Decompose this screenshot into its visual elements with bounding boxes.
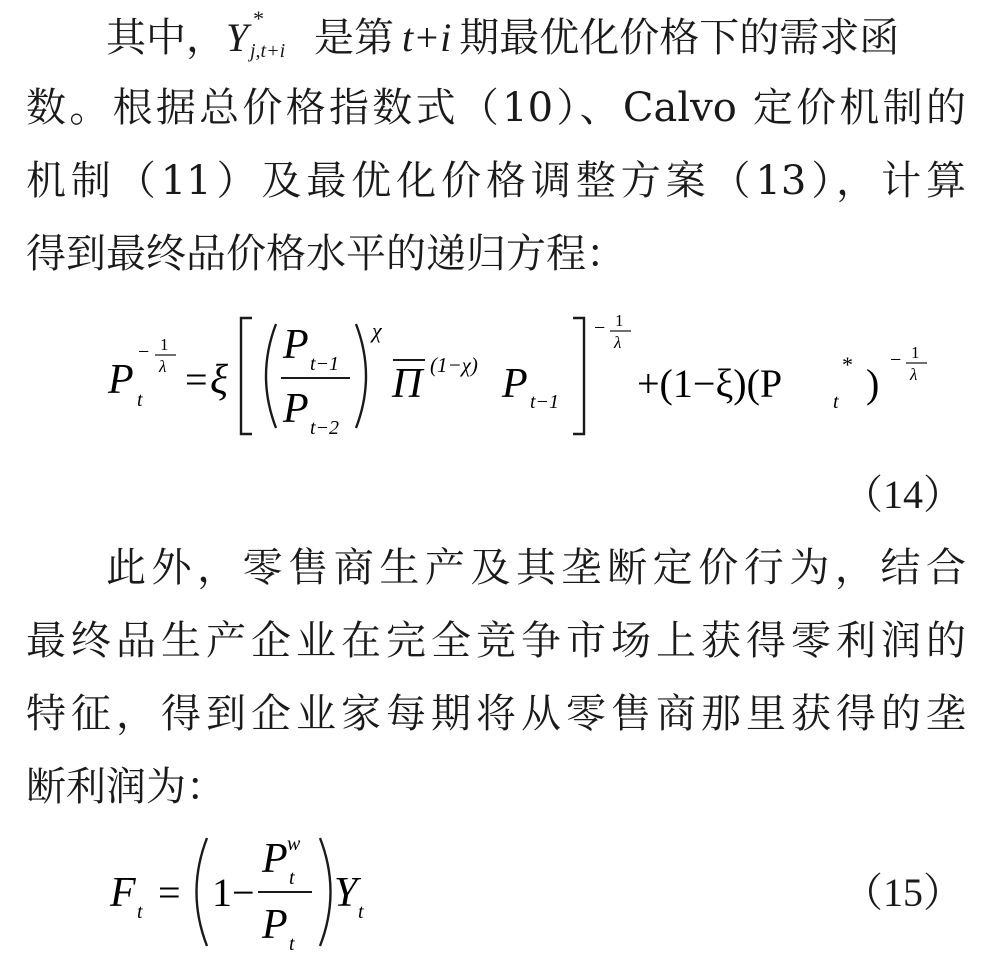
math-t-plus-i: t+i [402,15,452,60]
eq14-tail-exp-sign: − [890,349,902,371]
eq14-right-paren [356,324,366,428]
paragraph2-line4: 断利润为： [26,764,226,810]
paragraph1-line2: 数。根据总价格指数式（10）、Calvo 定价机制的 [26,85,966,131]
eq14-bracket-exp-num: 1 [615,311,624,330]
eq14-lhs: P [108,357,134,403]
eq14-lhs-sub: t [137,389,143,411]
equation-14 [0,300,995,450]
eq14-left-bracket [241,318,252,434]
eq14-frac-num: P [283,322,309,368]
eq14-tail-exp-den: λ [910,365,918,384]
eq15-frac-num-sub: t [289,867,295,889]
eq14-bracket-exp-sign: − [594,317,606,339]
math-Y-sub: j,t+i [250,40,286,62]
eq15-frac-den-sub: t [289,933,295,955]
eq14-bracket-exp-den: λ [614,333,622,352]
eq15-lhs: F [110,870,136,916]
eq14-pi-exp: (1−χ) [430,353,478,377]
equation-14-number: （14） [843,472,963,517]
text-mid: 是第 [314,15,394,61]
eq15-one-minus: 1− [212,870,255,915]
eq14-lhs-exp-den: λ [159,357,167,376]
eq15-left-paren [197,838,208,946]
eq14-plus-term: +(1−ξ)(P [637,361,783,406]
eq14-frac-num-sub: t−1 [310,353,340,375]
eq14-xi: ξ [210,357,228,403]
text-prefix: 其中， [106,15,226,61]
eq14-pi: Π [392,361,423,407]
eq15-rhs-sub: t [358,901,364,923]
paragraph1-line4: 得到最终品价格水平的递归方程： [26,231,626,277]
math-Y: Y [226,15,249,60]
equation-15-number: （15） [843,870,963,915]
eq14-p-last: P [502,361,528,407]
paragraph1-line3: 机制（11）及最优化价格调整方案（13），计算 [26,158,966,204]
eq15-frac-num: P [262,836,288,882]
eq15-frac-num-sup: w [287,833,301,855]
paragraph2-line2: 最终品生产企业在完全竞争市场上获得零利润的 [26,618,966,664]
eq14-p-last-sub: t−1 [530,391,560,413]
eq14-tail-exp-num: 1 [911,343,920,362]
eq15-frac-den: P [262,902,288,948]
eq15-rhs: Y [334,870,358,916]
eq15-right-paren [320,838,331,946]
eq14-lhs-exp-num: 1 [160,335,169,354]
eq14-lhs-exp-sign: − [138,341,150,363]
equation-15 [0,828,700,968]
paragraph1-line1 [106,6,966,66]
eq14-chi: χ [372,318,382,343]
text-suffix: 期最优化价格下的需求函 [459,15,900,61]
eq14-pstar-sub: t [833,391,839,413]
eq14-frac-den-sub: t−2 [310,417,340,439]
eq15-lhs-sub: t [137,901,143,923]
eq14-left-paren [266,324,276,428]
paragraph2-line3: 特征，得到企业家每期将从零售商那里获得的垄 [26,691,966,737]
paragraph2-line1: 此外，零售商生产及其垄断定价行为，结合 [106,545,966,591]
eq14-equals: = [185,357,208,402]
eq14-right-bracket [573,318,584,434]
eq14-pstar-sup: * [842,352,853,377]
eq14-frac-den: P [283,386,309,432]
eq14-close: ) [866,361,880,406]
math-Y-star [226,6,314,66]
math-Y-sup: * [252,6,263,31]
eq15-equals: = [158,870,181,915]
